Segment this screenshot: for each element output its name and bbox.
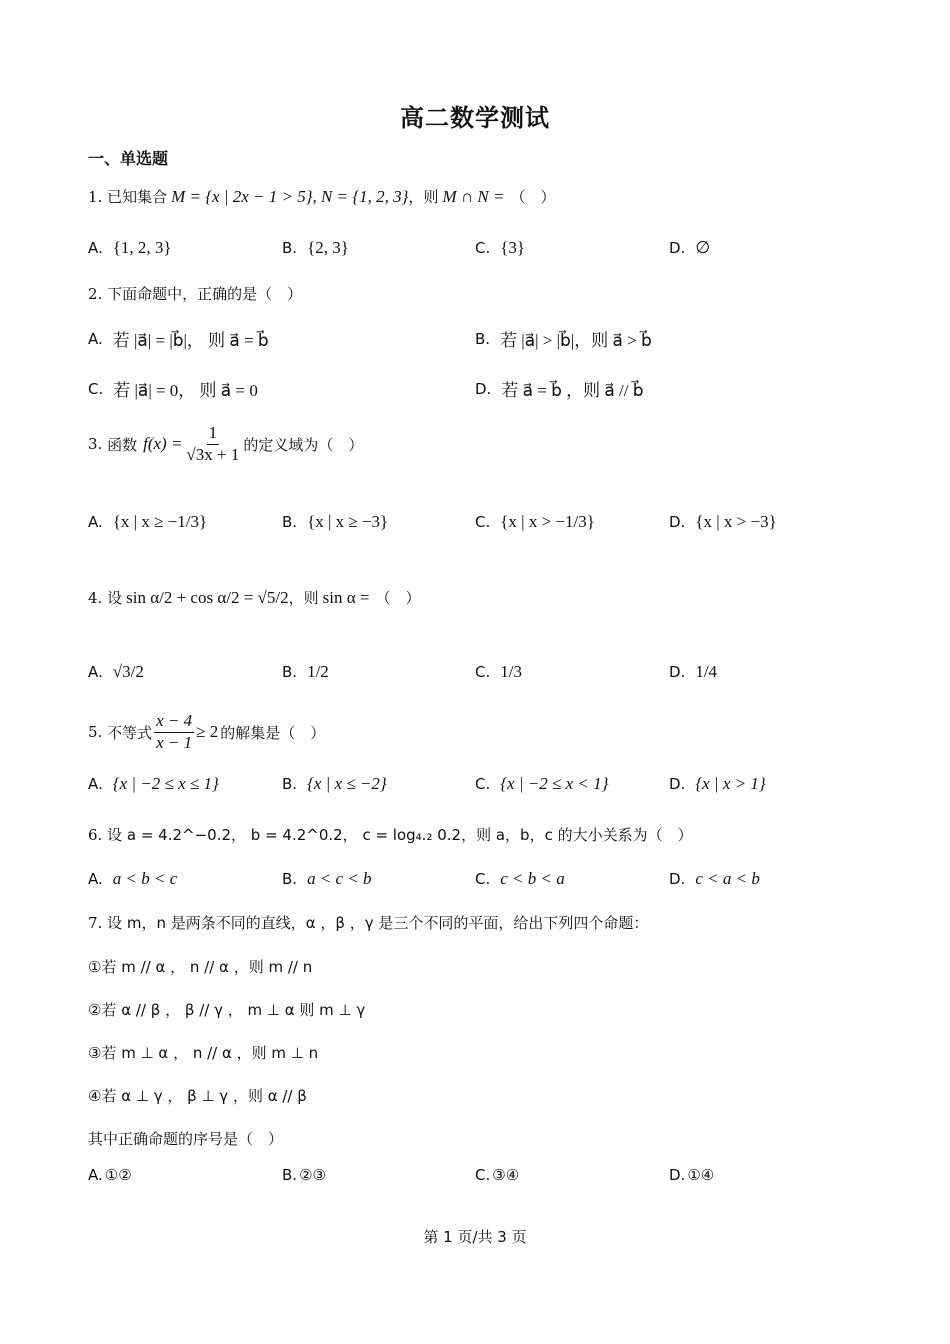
question-2: 2. 下面命题中，正确的是（ ） (88, 284, 303, 303)
option-b[interactable]: B. a < c < b (282, 869, 372, 888)
option-b[interactable]: B. 1/2 (282, 662, 329, 681)
set-definition: M = {x | 2x − 1 > 5}, N = {1, 2, 3} (171, 186, 409, 206)
option-d[interactable]: D. ∅ (669, 238, 711, 257)
option-b[interactable]: B. {x | x ≤ −2} (282, 774, 387, 793)
option-c[interactable]: C. {x | −2 ≤ x < 1} (475, 774, 609, 793)
option-c[interactable]: C. {x | x > −1/3} (475, 512, 595, 531)
proposition-4: ④若 α ⊥ γ ， β ⊥ γ ，则 α // β (88, 1087, 307, 1105)
option-d[interactable]: D. 若 a⃗ = b⃗ ，则 a⃗ // b⃗ (475, 379, 644, 400)
option-b[interactable]: B. {2, 3} (282, 238, 349, 257)
option-d[interactable]: D. c < a < b (669, 869, 760, 888)
fraction: $\frac{x - 4}{x - 1}$ (156, 711, 193, 752)
option-a[interactable]: A. ①② (88, 1166, 132, 1184)
option-c[interactable]: C. ③④ (475, 1166, 520, 1184)
option-a[interactable]: A. {x | x ≥ −1/3} (88, 512, 208, 531)
option-d[interactable]: D. 1/4 (669, 662, 718, 681)
option-c[interactable]: C. {3} (475, 238, 526, 257)
option-b[interactable]: B. 若 |a⃗| > |b⃗|，则 a⃗ > b⃗ (475, 329, 652, 350)
option-c[interactable]: C. c < b < a (475, 869, 565, 888)
question-number: 1. (88, 187, 103, 206)
question-7: 7. 设 m，n 是两条不同的直线，α ，β ，γ 是三个不同的平面，给出下列四个命题： (88, 913, 649, 932)
page-title: 高二数学测试 (400, 104, 550, 132)
question-3: 3. 函数 f(x) = $\frac{1}{√3x + 1}$ 的定义域为（ ） (88, 423, 364, 464)
question-7-ask: 其中正确命题的序号是（ ） (88, 1130, 284, 1148)
option-c[interactable]: C. 若 |a⃗| = 0， 则 a⃗ = 0 (88, 379, 258, 400)
trig-equation: sin α/2 + cos α/2 = √5/2 (126, 587, 289, 607)
option-a[interactable]: A. {1, 2, 3} (88, 238, 172, 257)
option-a[interactable]: A. √3/2 (88, 662, 144, 681)
fraction: $\frac{1}{√3x + 1}$ (186, 423, 240, 464)
question-1: 1. 已知集合 M = {x | 2x − 1 > 5}, N = {1, 2, 3} ，则 M ∩ N = （ ） (88, 186, 556, 206)
proposition-3: ③若 m ⊥ α ， n // α ，则 m ⊥ n (88, 1044, 319, 1062)
option-b[interactable]: B. ②③ (282, 1166, 326, 1184)
page-footer: 第 1 页/共 3 页 (423, 1228, 527, 1246)
option-d[interactable]: D. {x | x > 1} (669, 774, 766, 793)
option-a[interactable]: A. 若 |a⃗| = |b⃗|， 则 a⃗ = b⃗ (88, 329, 269, 350)
proposition-1: ①若 m // α ， n // α ，则 m // n (88, 958, 313, 976)
option-d[interactable]: D. ①④ (669, 1166, 715, 1184)
proposition-2: ②若 α // β ， β // γ ， m ⊥ α 则 m ⊥ γ (88, 1001, 366, 1019)
section-heading: 一、单选题 (88, 149, 169, 168)
option-b[interactable]: B. {x | x ≥ −3} (282, 512, 389, 531)
question-6: 6. 设 a = 4.2^−0.2， b = 4.2^0.2， c = log₄.₂ 0.2，则 a，b，c 的大小关系为（ ） (88, 825, 693, 844)
option-d[interactable]: D. {x | x > −3} (669, 512, 777, 531)
option-c[interactable]: C. 1/3 (475, 662, 522, 681)
option-a[interactable]: A. {x | −2 ≤ x ≤ 1} (88, 774, 219, 793)
question-5: 5. 不等式 $\frac{x - 4}{x - 1}$ ≥ 2 的解集是（ ） (88, 711, 326, 752)
question-4: 4. 设 sin α/2 + cos α/2 = √5/2 ，则 sin α = （ ） (88, 587, 421, 607)
option-a[interactable]: A. a < b < c (88, 869, 178, 888)
